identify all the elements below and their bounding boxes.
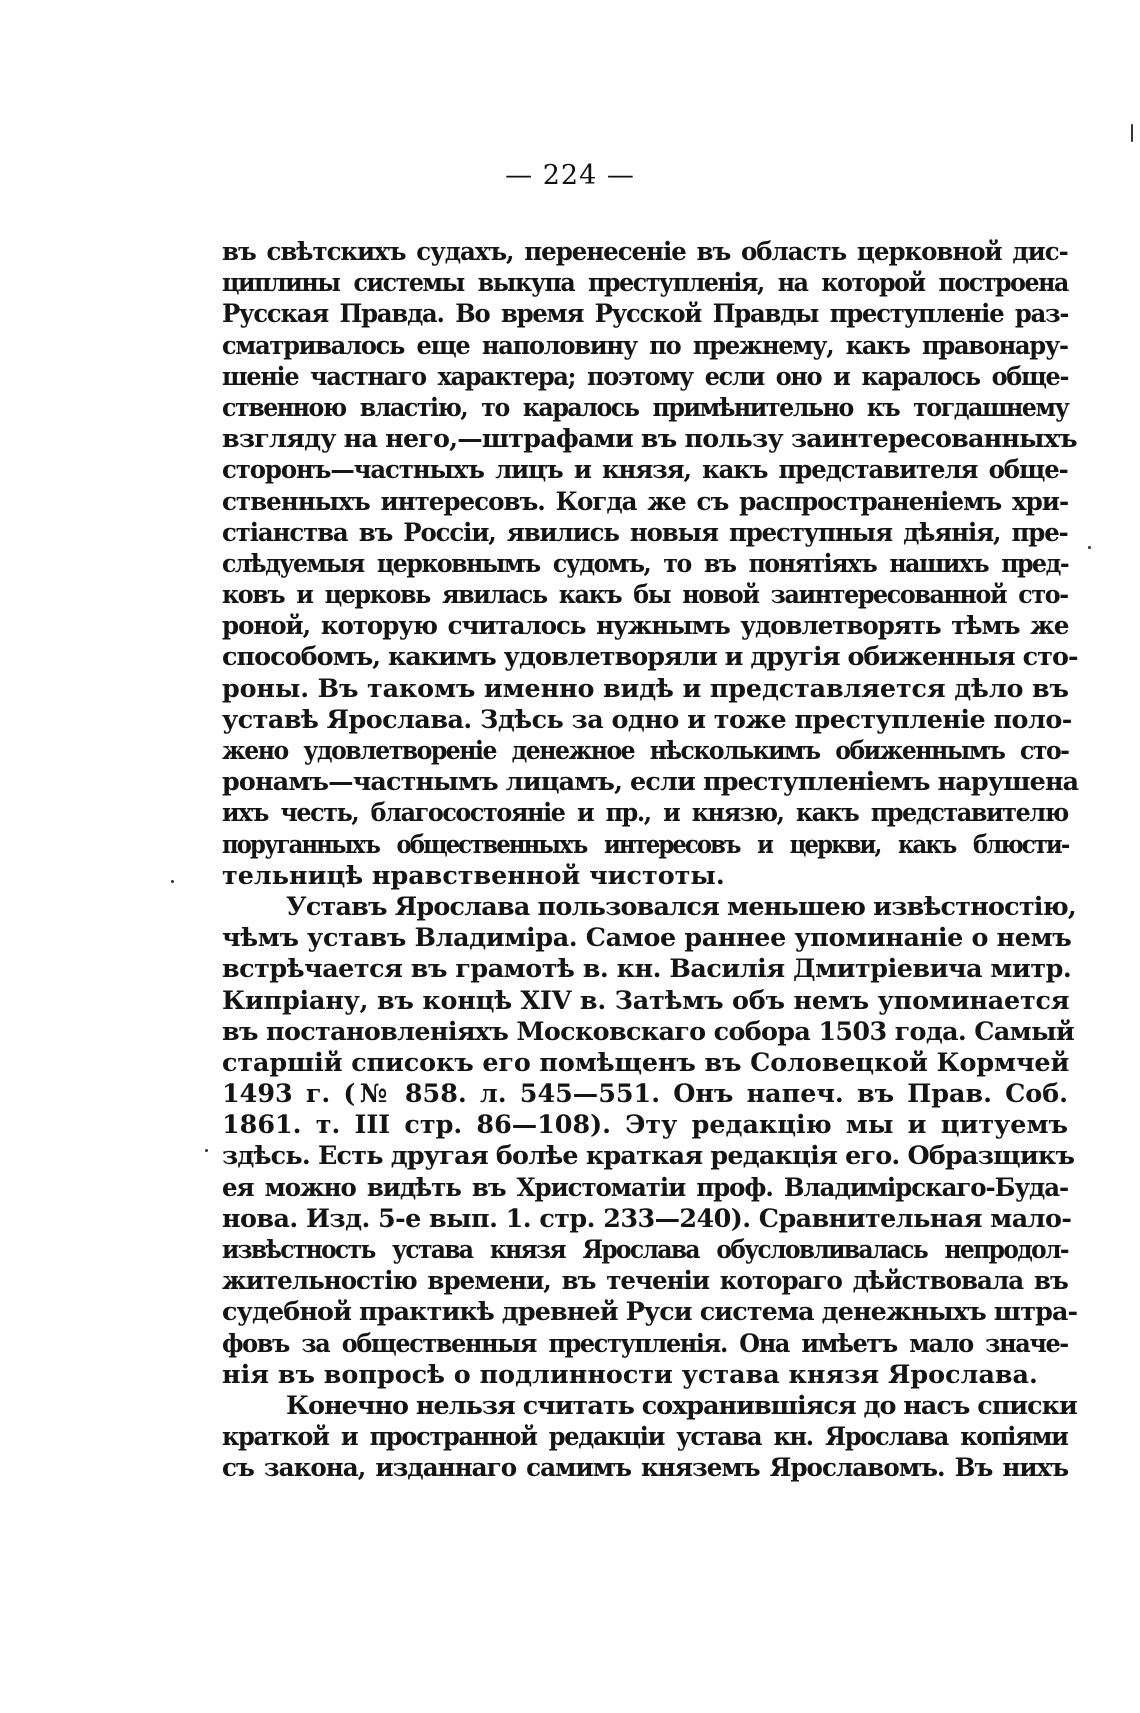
- text-line: роны. Въ такомъ именно видѣ и представляется дѣло въ: [222, 672, 1069, 703]
- text-line: поруганныхъ общественныхъ интересовъ и церкви, какъ блюсти-: [222, 828, 1069, 859]
- text-line: шеніе частнаго характера; поэтому если оно и каралось обще-: [222, 360, 1069, 391]
- text-line: взгляду на него,—штрафами въ пользу заинтересованныхъ: [222, 423, 1077, 454]
- text-line: старшій списокъ его помѣщенъ въ Соловецкой Кормчей: [222, 1046, 1070, 1077]
- scan-speck: [205, 1149, 208, 1152]
- text-line: Кипріану, въ концѣ XIV в. Затѣмъ объ немъ упоминается: [222, 984, 1070, 1015]
- text-line: циплины системы выкупа преступленія, на которой построена: [222, 267, 1068, 298]
- text-line: фовъ за общественныя преступленія. Она имѣетъ мало значе-: [222, 1327, 1068, 1358]
- text-line: встрѣчается въ грамотѣ в. кн. Василія Дмитріевича митр.: [222, 953, 1072, 984]
- text-line: въ постановленіяхъ Московскаго собора 1503 года. Самый: [222, 1015, 1075, 1046]
- text-line: извѣстность устава князя Ярослава обусловливалась непродол-: [222, 1234, 1068, 1264]
- text-line: способомъ, какимъ удовлетворяли и другія обиженныя сто-: [222, 641, 1078, 672]
- text-line: тельницѣ нравственной чистоты.: [222, 859, 725, 890]
- text-line: жено удовлетвореніе денежное нѣсколькимъ обиженнымъ сто-: [222, 735, 1069, 765]
- body-text: [222, 236, 1079, 1484]
- text-line: ронамъ—частнымъ лицамъ, если преступленіемъ нарушена: [222, 766, 1079, 797]
- text-line: въ свѣтскихъ судахъ, перенесеніе въ область церковной дис-: [222, 236, 1068, 266]
- text-line: Уставъ Ярослава пользовался меньшею извѣстностію,: [286, 890, 1076, 921]
- text-line: нія въ вопросѣ о подлинности устава князя Ярослава.: [222, 1358, 1038, 1389]
- text-line: сматривалось еще наполовину по прежнему, какъ правонару-: [222, 329, 1068, 360]
- scan-speck: [171, 880, 174, 883]
- paragraph-1: [222, 236, 1079, 891]
- text-line: ственныхъ интересовъ. Когда же съ распространеніемъ хри-: [222, 485, 1069, 516]
- text-line: Конечно нельзя считать сохранившіяся до насъ списки: [286, 1389, 1077, 1420]
- text-line: ея можно видѣть въ Христоматіи проф. Владимірскаго-Буда-: [222, 1171, 1069, 1202]
- paragraph-3: [222, 1389, 1077, 1484]
- text-line: роной, которую считалось нужнымъ удовлетворять тѣмъ же: [222, 610, 1069, 641]
- scan-speck: [1088, 546, 1091, 549]
- text-line: здѣсь. Есть другая болѣе краткая редакція его. Образщикъ: [222, 1140, 1075, 1171]
- text-line: Русская Правда. Во время Русской Правды преступленіе раз-: [222, 298, 1069, 329]
- text-line: чѣмъ уставъ Владиміра. Самое раннее упоминаніе о немъ: [222, 922, 1072, 953]
- text-line: 1861. т. III стр. 86—108). Эту редакцію мы и цитуемъ: [222, 1109, 1068, 1140]
- scan-speck: [1131, 124, 1133, 142]
- text-line: стіанства въ Россіи, явились новыя преступныя дѣянія, пре-: [222, 516, 1068, 547]
- page-number: — 224 —: [505, 160, 635, 191]
- text-line: жительностію времени, въ теченіи котораго дѣйствовала въ: [222, 1265, 1068, 1296]
- text-line: краткой и пространной редакціи устава кн. Ярослава копіями: [222, 1421, 1068, 1452]
- text-line: уставѣ Ярослава. Здѣсь за одно и тоже преступленіе поло-: [222, 703, 1072, 734]
- text-line: судебной практикѣ древней Руси система денежныхъ штра-: [222, 1296, 1078, 1327]
- paragraph-2: [222, 890, 1078, 1390]
- text-line: ственною властію, то каралось примѣнительно къ тогдашнему: [222, 391, 1069, 422]
- text-line: съ закона, изданнаго самимъ княземъ Ярославомъ. Въ нихъ: [222, 1452, 1069, 1483]
- text-line: сторонъ—частныхъ лицъ и князя, какъ представителя обще-: [222, 454, 1068, 485]
- text-line: нова. Изд. 5-е вып. 1. стр. 233—240). Сравнительная мало-: [222, 1202, 1072, 1233]
- text-line: слѣдуемыя церковнымъ судомъ, то въ понятіяхъ нашихъ пред-: [222, 547, 1069, 578]
- text-line: 1493 г. (№ 858. л. 545—551. Онъ напеч. въ Прав. Соб.: [222, 1078, 1068, 1109]
- text-line: ихъ честь, благосостояніе и пр., и князю, какъ представителю: [222, 797, 1068, 828]
- text-line: ковъ и церковь явилась какъ бы новой заинтересованной сто-: [222, 579, 1068, 610]
